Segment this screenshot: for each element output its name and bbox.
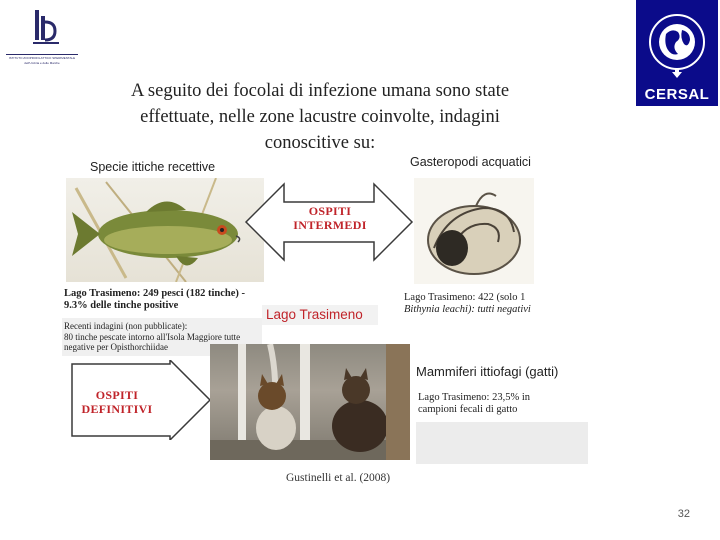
intermediate-line-2: INTERMEDI bbox=[293, 218, 367, 232]
fish-note-line-1: Recenti indagini (non pubblicate): bbox=[64, 321, 188, 331]
institute-logo bbox=[6, 8, 78, 66]
tench-fish-photo bbox=[66, 178, 264, 282]
fish-result bbox=[64, 288, 274, 312]
lake-tag: Lago Trasimeno bbox=[262, 305, 378, 325]
definitive-line-1: OSPITI bbox=[95, 388, 139, 402]
intermediate-line-1: OSPITI bbox=[308, 204, 352, 218]
cersal-logo bbox=[636, 0, 718, 106]
fish-result-line-1: Lago Trasimeno: 249 pesci (182 tinche) - bbox=[64, 288, 246, 299]
snail-result-line-1: Lago Trasimeno: 422 (solo 1 bbox=[404, 292, 526, 303]
snail-result-line-2: Bithynia leachi): tutti negativi bbox=[404, 304, 531, 315]
definitive-hosts-label bbox=[74, 388, 160, 416]
institute-emblem-icon bbox=[33, 8, 59, 46]
logo-caption-1: ISTITUTO ZOOPROFILATTICO SPERIMENTALE bbox=[8, 56, 76, 60]
snail-result bbox=[404, 292, 574, 316]
fish-result-line-2: 9.3% delle tinche positive bbox=[64, 300, 179, 311]
fish-note-line-2: 80 tinche pescate intorno all'Isola Maggiore tutte bbox=[64, 331, 241, 342]
logo-rule bbox=[6, 54, 78, 55]
mammals-note-box bbox=[416, 422, 588, 464]
globe-icon bbox=[642, 4, 712, 84]
definitive-line-2: DEFINITIVI bbox=[81, 402, 153, 416]
mammals-result-line-2: campioni fecali di gatto bbox=[418, 404, 518, 415]
cersal-brand: CERSAL bbox=[644, 86, 710, 103]
cats-photo bbox=[210, 344, 410, 460]
fish-note-line-3: negative per Opisthorchiidae bbox=[64, 342, 168, 352]
citation: Gustinelli et al. (2008) bbox=[286, 472, 391, 484]
title-line-1: A seguito dei focolai di infezione umana sono state bbox=[130, 81, 510, 101]
bithynia-snail-photo bbox=[414, 178, 534, 284]
intermediate-hosts-label bbox=[286, 204, 374, 232]
page-number: 32 bbox=[677, 508, 690, 520]
fish-label: Specie ittiche recettive bbox=[90, 160, 216, 174]
mammals-result bbox=[418, 392, 588, 416]
title-line-3: conoscitive su: bbox=[264, 133, 376, 153]
mammals-result-line-1: Lago Trasimeno: 23,5% in bbox=[418, 392, 530, 403]
title-line-2: effettuate, nelle zone lacustre coinvolte, indagini bbox=[140, 107, 500, 127]
logo-caption-2: dell'Umbria e delle Marche bbox=[24, 61, 60, 65]
snail-label: Gasteropodi acquatici bbox=[410, 155, 531, 169]
slide-title bbox=[100, 78, 540, 156]
mammals-label: Mammiferi ittiofagi (gatti) bbox=[416, 364, 559, 379]
